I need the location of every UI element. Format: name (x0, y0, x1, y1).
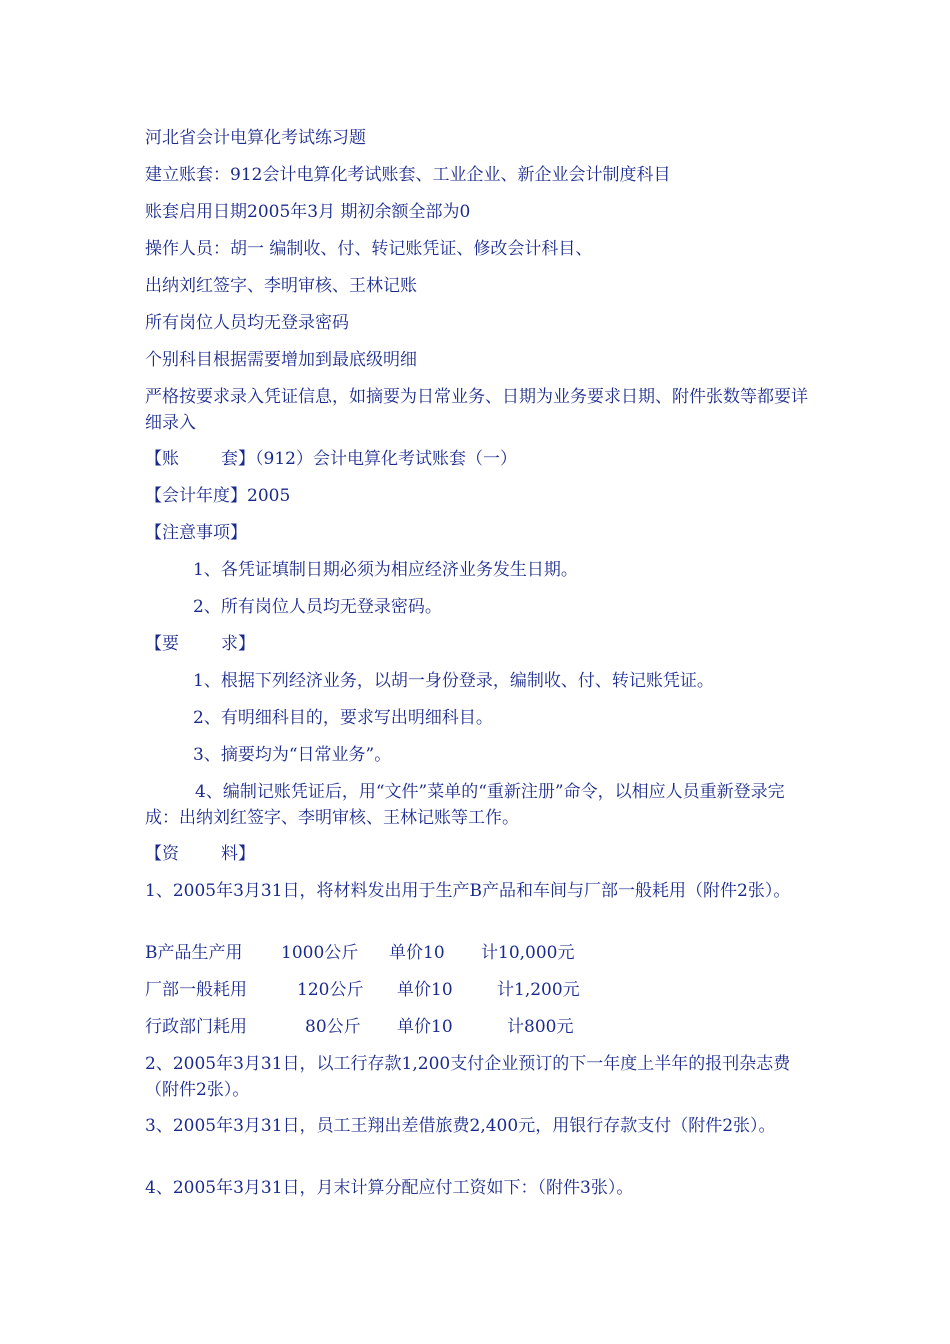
item-4: 4、2005年3月31日，月末计算分配应付工资如下：（附件3张）。 (145, 1178, 634, 1198)
row-total: 计10,000元 (481, 943, 575, 963)
mat-label-a: 【资 (145, 844, 179, 864)
requirements-heading (145, 631, 255, 657)
table-row (145, 977, 580, 1003)
item-2: 2、2005年3月31日，以工行存款1,200支付企业预订的下一年度上半年的报刊杂志费（附件2张）。 (145, 1054, 791, 1100)
row-name: B产品生产用 (145, 943, 243, 963)
materials-heading (145, 841, 255, 867)
account-value: （912）会计电算化考试账套（一） (255, 449, 517, 469)
account-label-b: 套】 (221, 449, 255, 469)
requirement-4: 4、编制记账凭证后，用“文件”菜单的“重新注册”命令，以相应人员重新登录完成：出纳刘红签字、李明审核、王林记账等工作。 (145, 782, 785, 828)
item-1: 1、2005年3月31日，将材料发出用于生产B产品和车间与厂部一般耗用（附件2张）。 (145, 881, 791, 901)
row-name: 行政部门耗用 (145, 1017, 247, 1037)
row-name: 厂部一般耗用 (145, 980, 247, 1000)
row-price: 单价10 (389, 943, 445, 963)
row-qty: 120公斤 (297, 980, 364, 1000)
row-qty: 1000公斤 (281, 943, 359, 963)
requirement-2: 2、有明细科目的，要求写出明细科目。 (193, 708, 493, 728)
row-price: 单价10 (397, 1017, 453, 1037)
mat-label-b: 料】 (221, 844, 255, 864)
roles-line: 出纳刘红签字、李明审核、王林记账 (145, 276, 417, 296)
row-total: 计800元 (507, 1017, 574, 1037)
operator-line: 操作人员：胡一 编制收、付、转记账凭证、修改会计科目、 (145, 239, 593, 259)
table-row (145, 1014, 573, 1040)
row-total: 计1,200元 (497, 980, 580, 1000)
start-date-line: 账套启用日期2005年3月 期初余额全部为0 (145, 202, 471, 222)
row-price: 单价10 (397, 980, 453, 1000)
requirement-3: 3、摘要均为“日常业务”。 (193, 745, 392, 765)
doc-title: 河北省会计电算化考试练习题 (145, 128, 366, 148)
account-label-a: 【账 (145, 449, 179, 469)
fiscal-year: 【会计年度】2005 (145, 486, 291, 506)
req-label-a: 【要 (145, 634, 179, 654)
requirement-1: 1、根据下列经济业务，以胡一身份登录，编制收、付、转记账凭证。 (193, 671, 714, 691)
item-3: 3、2005年3月31日，员工王翔出差借旅费2,400元，用银行存款支付（附件2张）。 (145, 1116, 776, 1136)
note-1: 1、各凭证填制日期必须为相应经济业务发生日期。 (193, 560, 578, 580)
note-2: 2、所有岗位人员均无登录密码。 (193, 597, 442, 617)
strict-paragraph: 严格按要求录入凭证信息，如摘要为日常业务、日期为业务要求日期、附件张数等都要详细录入 (145, 387, 808, 433)
no-password-line: 所有岗位人员均无登录密码 (145, 313, 349, 333)
req-label-b: 求】 (221, 634, 255, 654)
detail-line: 个别科目根据需要增加到最底级明细 (145, 350, 417, 370)
table-row (145, 940, 574, 966)
row-qty: 80公斤 (305, 1017, 361, 1037)
setup-line: 建立账套：912会计电算化考试账套、工业企业、新企业会计制度科目 (145, 165, 671, 185)
notes-heading: 【注意事项】 (145, 523, 247, 543)
account-heading (145, 446, 517, 472)
